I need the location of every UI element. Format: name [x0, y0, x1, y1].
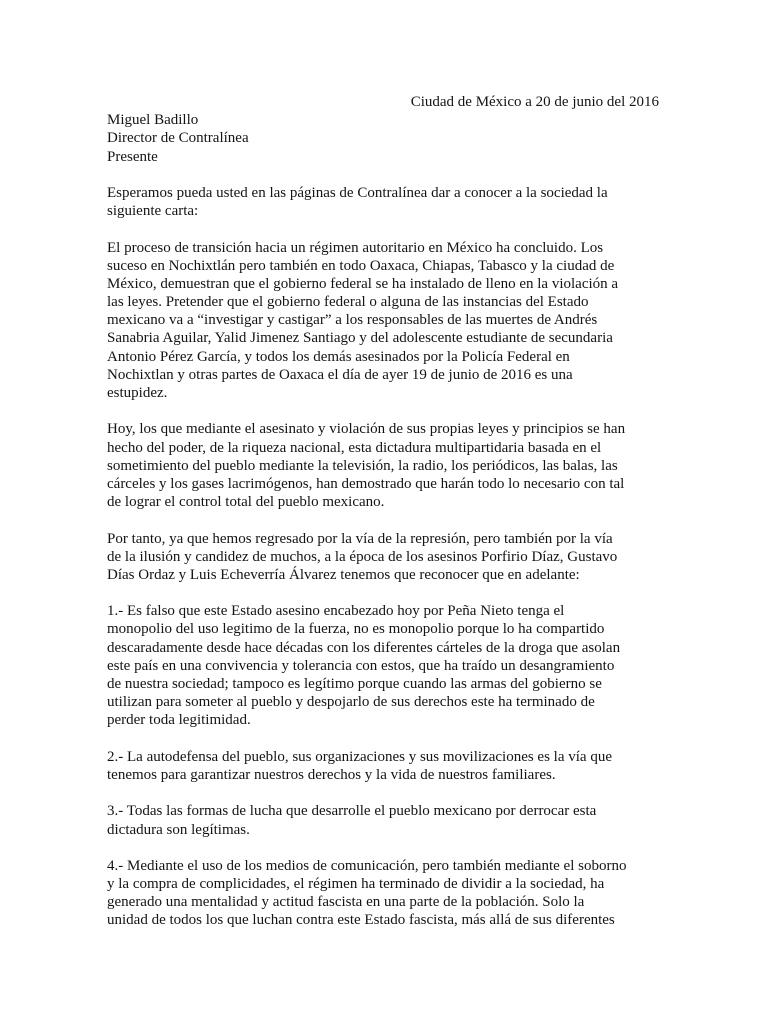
paragraph-line: Días Ordaz y Luis Echeverría Álvarez tenemos que reconocer que en adelante:: [107, 566, 580, 583]
paragraph-line: hecho del poder, de la riqueza nacional, esta dictadura multipartidaria basada en el: [107, 439, 602, 456]
paragraph-line: Sanabria Aguilar, Yalid Jimenez Santiago y del adolescente estudiante de secundaria: [107, 330, 613, 347]
paragraph-line: Hoy, los que mediante el asesinato y violación de sus propias leyes y principios se han: [107, 421, 626, 438]
paragraph-line: Por tanto, ya que hemos regresado por la vía de la represión, pero también por la vía: [107, 530, 613, 547]
date-line: Ciudad de México a 20 de junio del 2016: [410, 94, 659, 110]
point-4-paragraph: [107, 857, 659, 930]
paragraph-line: y la compra de complicidades, el régimen ha terminado de dividir a la sociedad, ha: [107, 876, 605, 893]
paragraph-line: descaradamente desde hace décadas con los diferentes cárteles de la droga que asolan: [107, 639, 621, 656]
point-2-paragraph: [107, 748, 659, 784]
paragraph-line: cárceles y los gases lacrimógenos, han demostrado que harán todo lo necesario con tal: [107, 475, 625, 492]
paragraph-line: perder toda legitimidad.: [107, 712, 251, 729]
paragraph-line: dictadura son legítimas.: [107, 821, 250, 838]
transition-paragraph: [107, 239, 659, 403]
intro-paragraph: [107, 184, 659, 220]
point-1-paragraph: [107, 602, 659, 729]
paragraph-line: Esperamos pueda usted en las páginas de Contralínea dar a conocer a la sociedad la: [107, 184, 608, 201]
paragraph-line: Antonio Pérez García, y todos los demás asesinados por la Policía Federal en: [107, 348, 570, 365]
point-3-paragraph: [107, 802, 659, 838]
paragraph-line: El proceso de transición hacia un régimen autoritario en México ha concluido. Los: [107, 239, 604, 256]
recipient-greeting: Presente: [107, 148, 158, 165]
paragraph-line: Nochixtlan y otras partes de Oaxaca el día de ayer 19 de junio de 2016 es una: [107, 366, 573, 383]
paragraph-line: este país en una convivencia y tolerancia con estos, que ha traído un desangramiento: [107, 657, 615, 674]
paragraph-line: siguiente carta:: [107, 203, 199, 220]
dictatorship-paragraph: [107, 420, 659, 511]
paragraph-line: tenemos para garantizar nuestros derechos y la vida de nuestros familiares.: [107, 766, 556, 783]
paragraph-line: 4.- Mediante el uso de los medios de comunicación, pero también mediante el soborno: [107, 857, 627, 874]
paragraph-line: monopolio del uso legitimo de la fuerza, no es monopolio porque lo ha compartido: [107, 621, 605, 638]
conclusion-intro-paragraph: [107, 530, 659, 585]
paragraph-line: 3.- Todas las formas de lucha que desarrolle el pueblo mexicano por derrocar esta: [107, 803, 597, 820]
paragraph-line: unidad de todos los que luchan contra este Estado fascista, más allá de sus diferentes: [107, 912, 615, 929]
recipient-title: Director de Contralínea: [107, 130, 249, 147]
paragraph-line: 2.- La autodefensa del pueblo, sus organizaciones y sus movilizaciones es la vía que: [107, 748, 612, 765]
paragraph-line: sometimiento del pueblo mediante la televisión, la radio, los periódicos, las balas, las: [107, 457, 618, 474]
paragraph-line: México, demuestran que el gobierno federal se ha instalado de lleno en la violación a: [107, 275, 619, 292]
paragraph-line: generado una mentalidad y actitud fascista en una parte de la población. Solo la: [107, 894, 585, 911]
paragraph-line: suceso en Nochixtlán pero también en todo Oaxaca, Chiapas, Tabasco y la ciudad de: [107, 257, 615, 274]
paragraph-line: utilizan para someter al pueblo y despojarlo de sus derechos este ha terminado de: [107, 694, 595, 711]
paragraph-line: estupidez.: [107, 385, 168, 401]
paragraph-line: de la ilusión y candidez de muchos, a la época de los asesinos Porfirio Díaz, Gustavo: [107, 548, 618, 565]
paragraph-line: de lograr el control total del pueblo mexicano.: [107, 494, 385, 511]
paragraph-line: mexicano va a “investigar y castigar” a los responsables de las muertes de Andrés: [107, 312, 598, 329]
letter-body: [107, 93, 659, 930]
paragraph-line: de nuestra sociedad; tampoco es legítimo porque cuando las armas del gobierno se: [107, 676, 602, 692]
paragraph-line: 1.- Es falso que este Estado asesino encabezado hoy por Peña Nieto tenga el: [107, 603, 565, 620]
recipient-name: Miguel Badillo: [107, 112, 199, 129]
paragraph-line: las leyes. Pretender que el gobierno federal o alguna de las instancias del Estado: [107, 294, 589, 311]
